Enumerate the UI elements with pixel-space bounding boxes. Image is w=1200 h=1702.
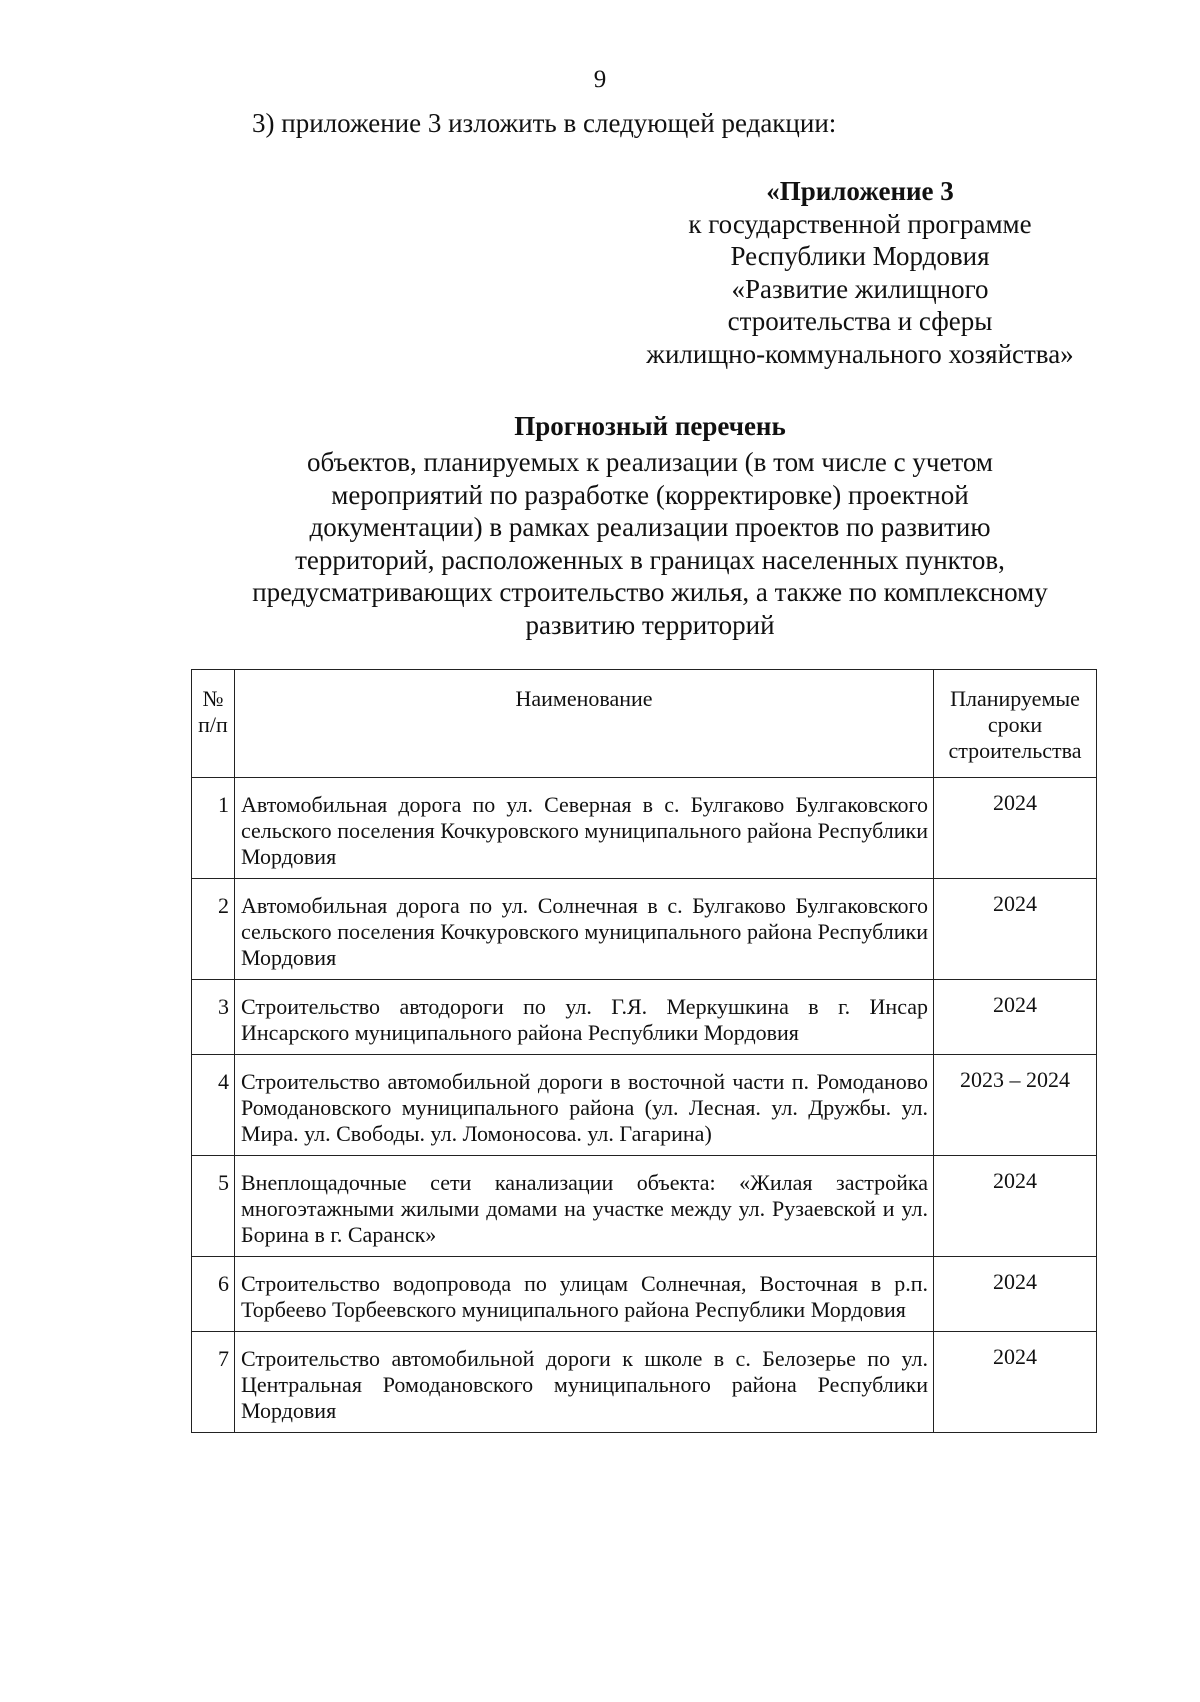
row-number: 3 <box>218 994 229 1019</box>
subtitle-line: объектов, планируемых к реализации (в том числе с учетом <box>307 447 993 477</box>
table-row <box>192 980 1097 1055</box>
appendix-line: «Развитие жилищного <box>731 273 989 304</box>
subtitle-line: предусматривающих строительство жилья, а также по комплексному <box>252 577 1048 607</box>
table-row <box>192 879 1097 980</box>
table-row <box>192 1156 1097 1257</box>
row-number: 7 <box>218 1346 229 1371</box>
header-term <box>934 670 1097 778</box>
row-term: 2023 – 2024 <box>960 1067 1070 1092</box>
objects-table <box>191 669 1097 1433</box>
cell-term <box>934 1156 1097 1257</box>
cell-name <box>235 1332 934 1433</box>
cell-name <box>235 980 934 1055</box>
cell-name <box>235 1055 934 1156</box>
appendix-header <box>640 175 1080 370</box>
cell-num <box>192 778 235 879</box>
cell-num <box>192 1332 235 1433</box>
row-name: Строительство автодороги по ул. Г.Я. Меркушкина в г. Инсар Инсарского муниципального района Республики Мордовия <box>241 994 928 1045</box>
cell-term <box>934 1257 1097 1332</box>
appendix-line: строительства и сферы <box>727 306 993 336</box>
appendix-line: Республики Мордовия <box>730 241 990 271</box>
row-term: 2024 <box>993 1168 1037 1193</box>
page-number: 9 <box>593 66 607 93</box>
row-name: Строительство автомобильной дороги в восточной части п. Ромоданово Ромодановского муниципального района (ул. Лесная. ул. Дружбы. ул. Мира. ул. Свободы. ул. Ломоносова. ул. Гагарина) <box>241 1069 928 1146</box>
cell-num <box>192 1257 235 1332</box>
cell-name <box>235 778 934 879</box>
cell-name <box>235 1156 934 1257</box>
appendix-line: к государственной программе <box>688 208 1032 239</box>
table-row <box>192 778 1097 879</box>
document-subtitle <box>150 446 1150 641</box>
row-name: Автомобильная дорога по ул. Солнечная в с. Булгаково Булгаковского сельского поселения Кочкуровского муниципального района Республики Мордовия <box>241 893 928 970</box>
header-term-label: Планируемые сроки строительства <box>948 686 1082 763</box>
row-term: 2024 <box>993 1344 1037 1369</box>
cell-term <box>934 1332 1097 1433</box>
row-name: Строительство водопровода по улицам Солнечная, Восточная в р.п. Торбеево Торбеевского муниципального района Республики Мордовия <box>241 1271 928 1322</box>
table-row <box>192 1257 1097 1332</box>
row-term: 2024 <box>993 1269 1037 1294</box>
cell-num <box>192 879 235 980</box>
subtitle-line: развитию территорий <box>525 609 775 640</box>
header-num-label: № п/п <box>198 686 228 737</box>
row-term: 2024 <box>993 992 1037 1017</box>
header-name <box>235 670 934 778</box>
cell-num <box>192 1156 235 1257</box>
subtitle-line: мероприятий по разработке (корректировке) проектной <box>331 479 969 510</box>
cell-term <box>934 879 1097 980</box>
subtitle-line: территорий, расположенных в границах населенных пунктов, <box>295 544 1005 575</box>
header-num <box>192 670 235 778</box>
row-name: Автомобильная дорога по ул. Северная в с. Булгаково Булгаковского сельского поселения Кочкуровского муниципального района Республики Мордовия <box>241 792 928 869</box>
row-number: 2 <box>218 893 229 918</box>
table-row <box>192 1055 1097 1156</box>
amendment-intro: 3) приложение 3 изложить в следующей редакции: <box>252 108 837 138</box>
row-number: 5 <box>218 1170 229 1195</box>
row-name: Строительство автомобильной дороги к школе в с. Белозерье по ул. Центральная Ромодановского муниципального района Республики Мордовия <box>241 1346 928 1423</box>
cell-name <box>235 879 934 980</box>
row-number: 4 <box>218 1069 229 1094</box>
row-number: 6 <box>218 1271 229 1296</box>
cell-term <box>934 1055 1097 1156</box>
cell-term <box>934 778 1097 879</box>
row-term: 2024 <box>993 790 1037 815</box>
subtitle-line: документации) в рамках реализации проектов по развитию <box>309 512 991 542</box>
table-row <box>192 1332 1097 1433</box>
cell-term <box>934 980 1097 1055</box>
row-name: Внеплощадочные сети канализации объекта: «Жилая застройка многоэтажными жилыми домами на участке между ул. Рузаевской и ул. Борина в г. Саранск» <box>241 1170 928 1247</box>
cell-name <box>235 1257 934 1332</box>
header-name-label: Наименование <box>515 686 653 711</box>
table-header-row <box>192 670 1097 778</box>
document-title: Прогнозный перечень <box>514 411 786 441</box>
appendix-line: жилищно-коммунального хозяйства» <box>646 338 1074 369</box>
appendix-title: «Приложение 3 <box>766 176 954 206</box>
cell-num <box>192 1055 235 1156</box>
row-term: 2024 <box>993 891 1037 916</box>
row-number: 1 <box>218 792 229 817</box>
cell-num <box>192 980 235 1055</box>
